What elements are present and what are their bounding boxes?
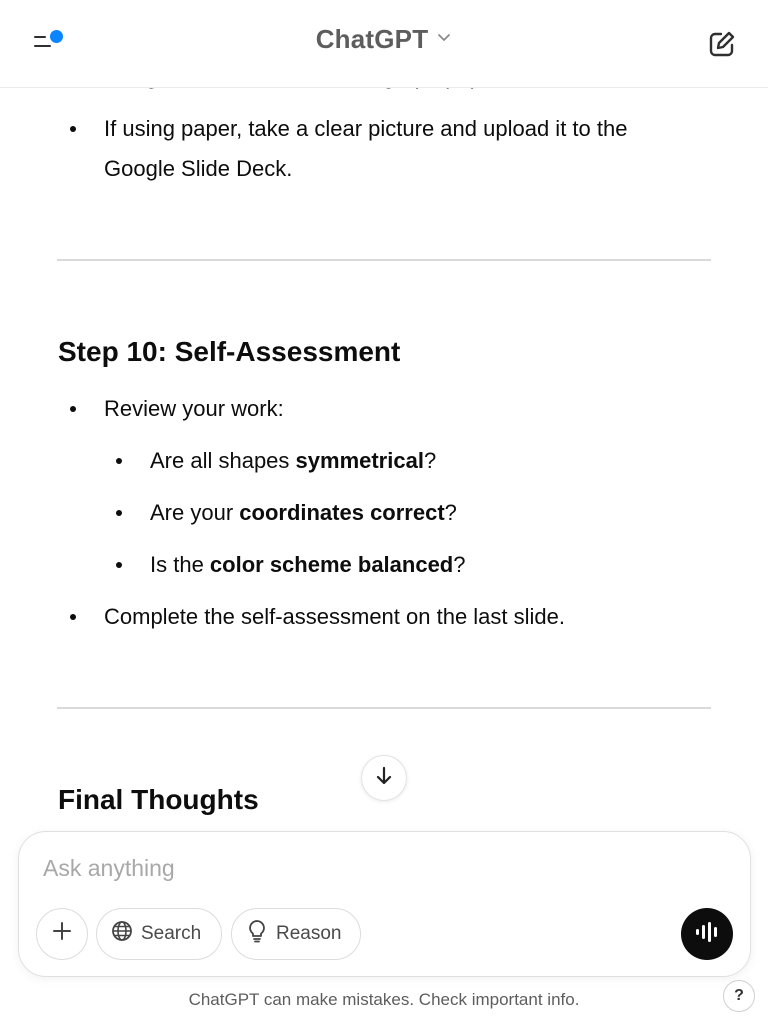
lightbulb-icon <box>246 919 268 949</box>
help-button[interactable]: ? <box>723 980 755 1012</box>
search-label: Search <box>141 923 202 944</box>
new-chat-button[interactable] <box>704 26 740 62</box>
text: ? <box>423 448 437 473</box>
prompt-input[interactable] <box>43 850 723 886</box>
sub-list-item <box>150 493 457 533</box>
reason-label: Reason <box>276 923 342 944</box>
arrow-down-icon <box>373 765 395 792</box>
list-item-text: If using paper, take a clear picture and upload it to the <box>104 116 628 141</box>
new-chat-icon <box>704 49 740 66</box>
bold-text: symmetrical <box>295 448 424 473</box>
top-bar <box>0 0 768 88</box>
step-heading: Step 10: Self-Assessment <box>58 336 401 367</box>
model-selector[interactable] <box>299 24 469 55</box>
list-item-text: Google Slide Deck. <box>104 156 293 181</box>
sidebar-toggle-button[interactable] <box>28 26 68 60</box>
text: ? <box>444 500 457 525</box>
list-item-text: Review your work: <box>104 396 284 421</box>
list-item-text: Complete the self-assessment on the last slide. <box>104 604 566 629</box>
list-item <box>104 389 284 429</box>
final-heading: Final Thoughts <box>58 784 259 815</box>
globe-icon <box>111 920 133 948</box>
composer <box>18 831 751 977</box>
text: Are all shapes <box>150 448 296 473</box>
conversation[interactable] <box>0 88 768 828</box>
text: ? <box>453 552 466 577</box>
search-button[interactable] <box>96 908 222 960</box>
reason-button[interactable] <box>231 908 361 960</box>
sub-list-item <box>150 545 466 585</box>
list-item <box>104 109 627 189</box>
disclaimer: ChatGPT can make mistakes. Check important info. <box>188 990 580 1009</box>
attach-button[interactable] <box>36 908 88 960</box>
sub-list-item <box>150 441 436 481</box>
divider <box>57 707 711 709</box>
scroll-to-bottom-button[interactable] <box>361 755 407 801</box>
divider <box>57 259 711 261</box>
text: Is the <box>150 552 210 577</box>
voice-mode-button[interactable] <box>681 908 733 960</box>
plus-icon <box>51 920 73 948</box>
model-name: ChatGPT <box>315 24 429 54</box>
voice-waveform-icon <box>694 921 720 948</box>
text: Are your <box>150 500 240 525</box>
list-item <box>104 597 565 637</box>
chevron-down-icon <box>436 29 452 50</box>
bold-text: color scheme balanced <box>209 552 454 577</box>
notification-dot <box>50 30 63 43</box>
bold-text: coordinates correct <box>239 500 445 525</box>
